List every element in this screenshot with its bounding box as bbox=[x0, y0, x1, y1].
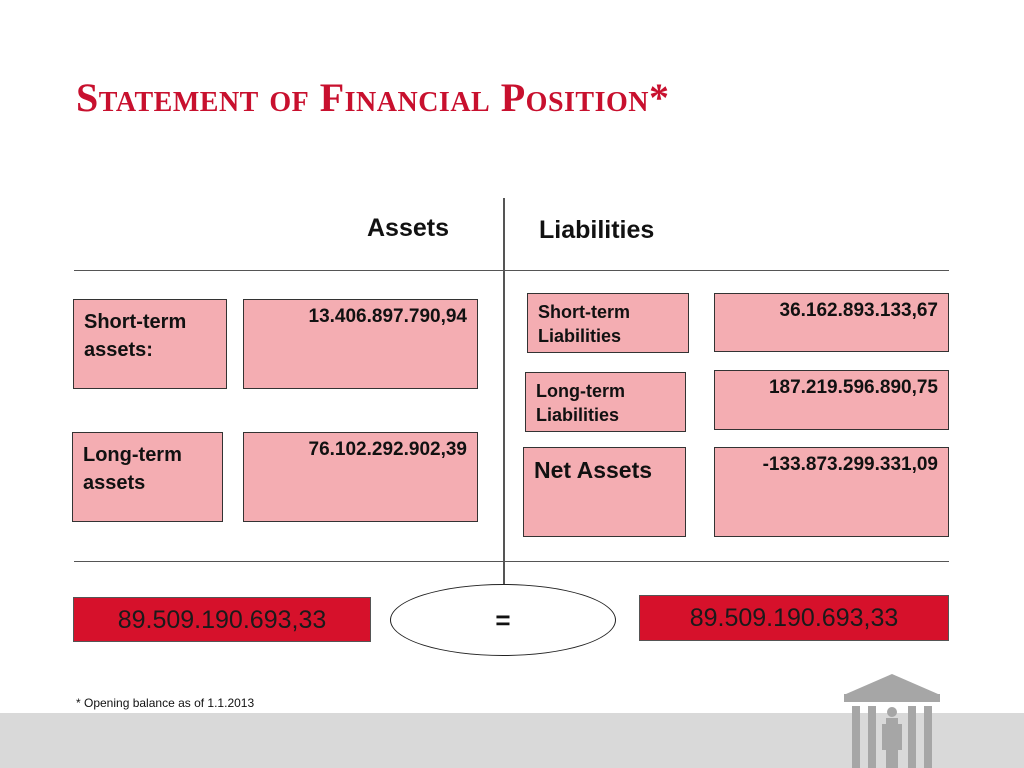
center-divider bbox=[503, 198, 505, 585]
long-term-liabilities-label bbox=[525, 372, 686, 432]
short-term-assets-label-line1: Short-term bbox=[84, 311, 187, 333]
equals-sign: = bbox=[495, 604, 511, 635]
long-term-assets-label bbox=[72, 432, 223, 522]
long-term-liabilities-value: 187.219.596.890,75 bbox=[714, 370, 949, 430]
liabilities-total: 89.509.190.693,33 bbox=[639, 595, 949, 641]
net-assets-label: Net Assets bbox=[523, 447, 686, 537]
liabilities-header: Liabilities bbox=[539, 216, 655, 244]
net-assets-value: -133.873.299.331,09 bbox=[714, 447, 949, 537]
assets-total: 89.509.190.693,33 bbox=[73, 597, 371, 642]
short-term-liabilities-label bbox=[527, 293, 689, 353]
classical-building-logo-icon bbox=[842, 668, 942, 768]
bottom-divider bbox=[74, 561, 949, 562]
short-term-liabilities-label-line2: Liabilities bbox=[538, 326, 622, 346]
short-term-assets-label-line2: assets: bbox=[84, 339, 153, 361]
long-term-assets-label-line2: assets bbox=[83, 472, 146, 494]
footnote: * Opening balance as of 1.1.2013 bbox=[76, 696, 255, 710]
long-term-liabilities-label-line1: Long-term bbox=[536, 381, 625, 401]
short-term-liabilities-label-line1: Short-term bbox=[538, 302, 631, 322]
equals-ellipse bbox=[390, 584, 616, 656]
slide-title: Statement of Financial Position* bbox=[76, 75, 670, 120]
top-divider bbox=[74, 270, 949, 271]
long-term-assets-label-line1: Long-term bbox=[83, 444, 182, 466]
short-term-assets-value: 13.406.897.790,94 bbox=[243, 299, 478, 389]
assets-header: Assets bbox=[367, 214, 449, 242]
long-term-assets-value: 76.102.292.902,39 bbox=[243, 432, 478, 522]
long-term-liabilities-label-line2: Liabilities bbox=[536, 405, 620, 425]
short-term-liabilities-value: 36.162.893.133,67 bbox=[714, 293, 949, 352]
short-term-assets-label bbox=[73, 299, 227, 389]
